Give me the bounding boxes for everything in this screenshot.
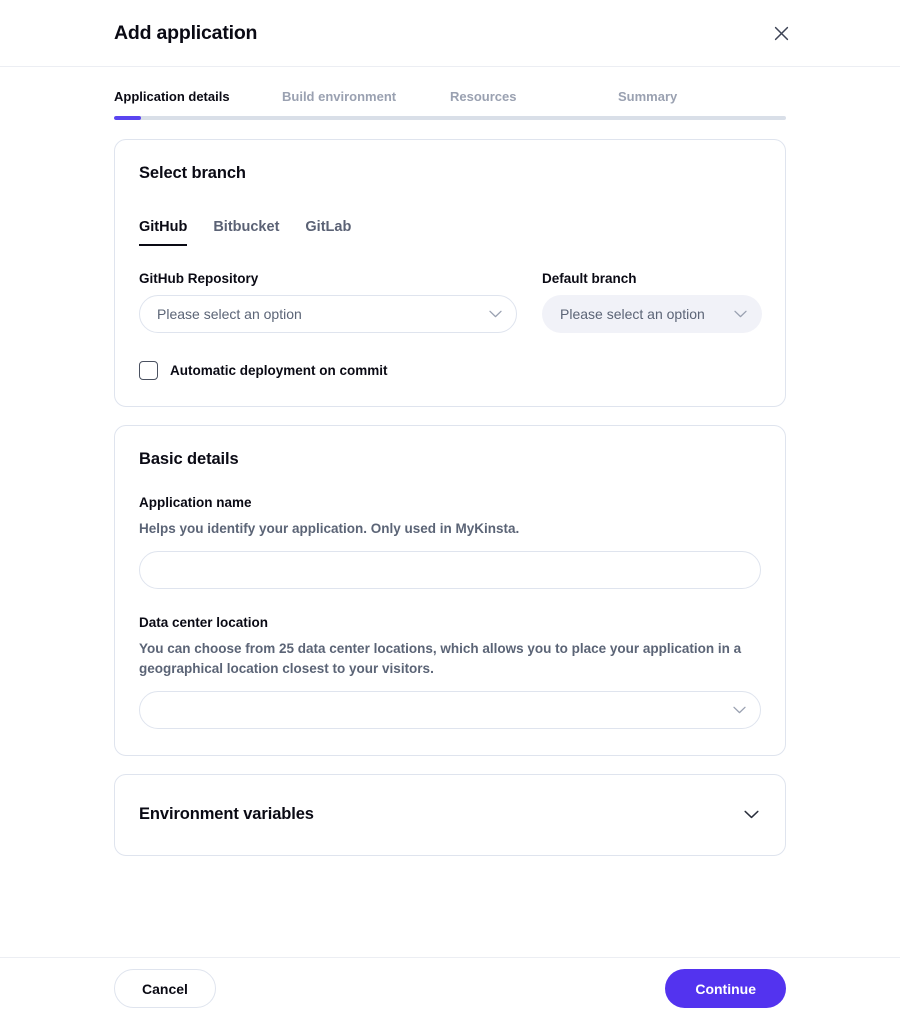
auto-deploy-checkbox-row[interactable] [139,361,761,380]
modal-header [0,0,900,67]
default-branch-label: Default branch [542,271,637,286]
data-center-label: Data center location [139,614,269,630]
cancel-button[interactable]: Cancel [114,969,216,1008]
auto-deploy-checkbox[interactable] [139,361,158,380]
chevron-down-icon [733,706,746,714]
branch-fields-row [139,271,761,333]
provider-tabs [139,219,761,246]
repository-field [139,271,517,333]
tab-summary[interactable]: Summary [618,89,678,104]
repository-label: GitHub Repository [139,271,259,286]
basic-details-card [114,425,786,756]
auto-deploy-label: Automatic deployment on commit [170,363,388,378]
application-name-label: Application name [139,495,252,510]
continue-button[interactable]: Continue [665,969,786,1008]
select-branch-card [114,139,786,407]
data-center-help: You can choose from 25 data center locations, which allows you to place your application in a geographical location closest to your visitors. [139,640,742,676]
default-branch-select[interactable] [542,295,762,333]
application-name-field [139,495,761,589]
repository-select-value: Please select an option [157,306,302,322]
default-branch-select-value: Please select an option [560,306,705,322]
select-branch-title: Select branch [139,164,246,182]
modal-footer [0,957,900,1019]
modal-body [0,120,900,957]
data-center-field [139,615,761,729]
application-name-input[interactable] [139,551,761,589]
application-name-help: Helps you identify your application. Only used in MyKinsta. [139,521,520,536]
data-center-select[interactable] [139,691,761,729]
repository-select[interactable] [139,295,517,333]
chevron-down-icon [734,310,747,318]
chevron-down-icon [489,310,502,318]
tab-application-details[interactable]: Application details [114,89,230,104]
page-title: Add application [114,21,258,44]
chevron-down-icon[interactable] [744,810,759,819]
environment-variables-title: Environment variables [139,805,314,824]
progress-bar-fill [114,116,141,120]
close-icon[interactable] [770,22,792,44]
default-branch-field [542,271,762,333]
provider-tab-bitbucket[interactable]: Bitbucket [213,219,280,235]
provider-tab-gitlab[interactable]: GitLab [305,219,352,235]
stepper-labels [0,89,900,104]
provider-tab-github[interactable]: GitHub [139,219,187,246]
tab-resources[interactable]: Resources [450,89,517,104]
wizard-stepper [0,67,900,120]
tab-build-environment[interactable]: Build environment [282,89,397,104]
environment-variables-card[interactable] [114,774,786,856]
basic-details-title: Basic details [139,450,239,468]
progress-bar [114,116,786,120]
